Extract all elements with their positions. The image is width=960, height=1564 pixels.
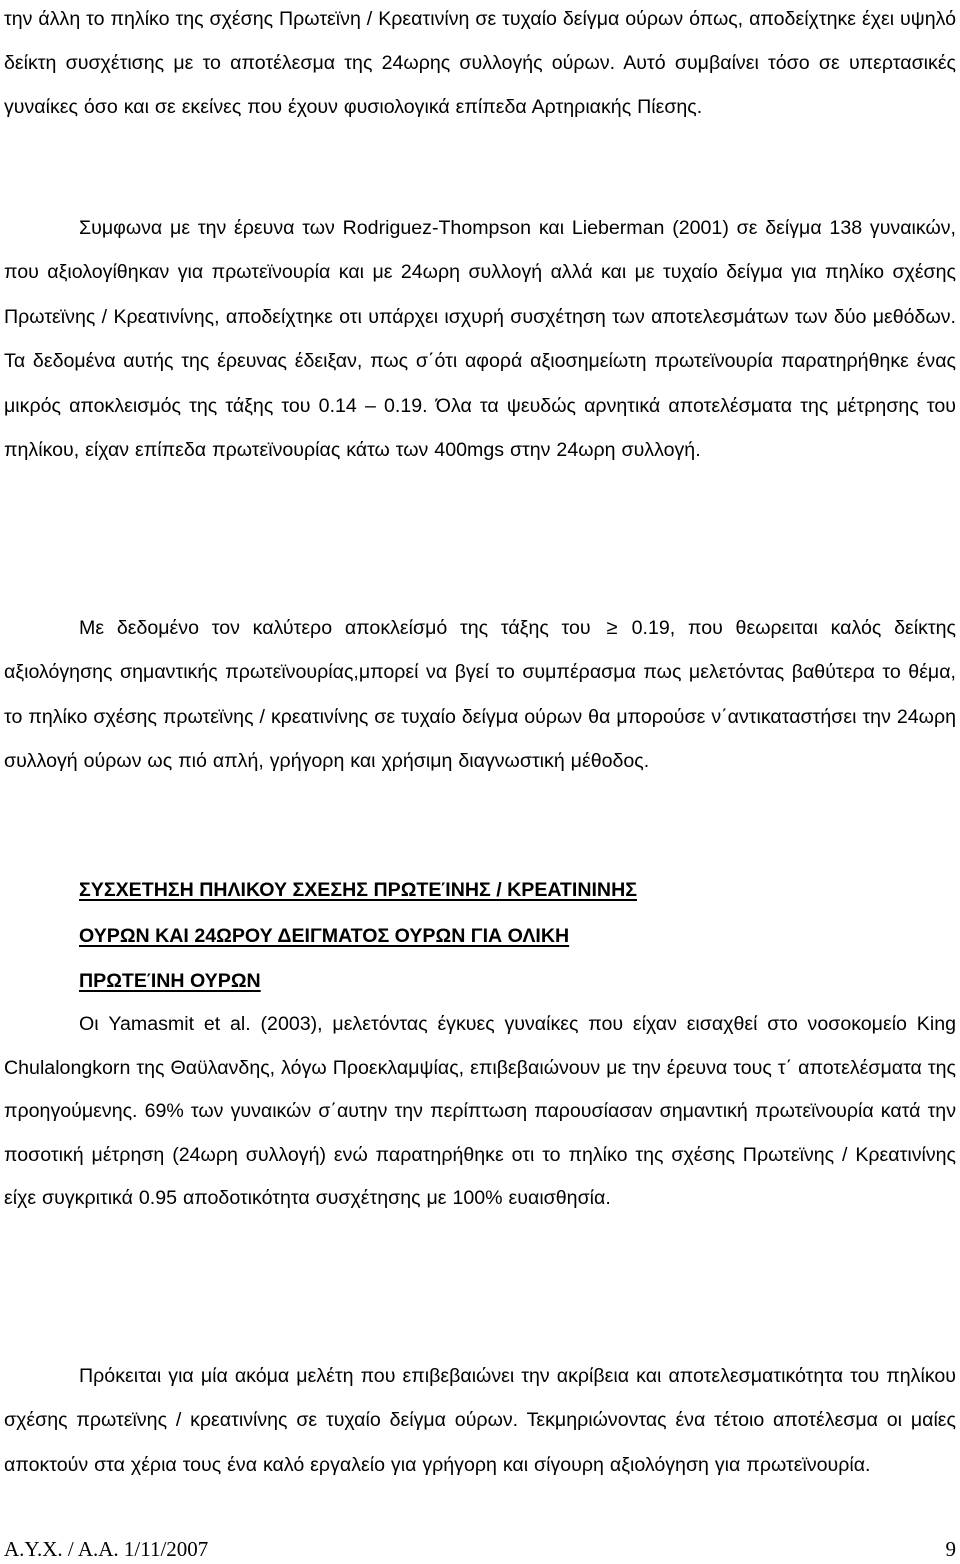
section-heading-line-2: ΟΥΡΩΝ ΚΑΙ 24ΩΡΟΥ ΔΕΙΓΜΑΤΟΣ ΟΥΡΩΝ ΓΙΑ ΟΛΙΚΗ — [79, 924, 570, 947]
section-heading-line-3: ΠΡΩΤΕΊΝΗ ΟΥΡΩΝ — [79, 970, 261, 992]
paragraph-midwives-tool — [4, 1354, 956, 1487]
paragraph-yamasmit-study — [4, 1003, 956, 1221]
section-heading — [79, 868, 939, 1005]
paragraph-rodriguez-study — [4, 206, 956, 472]
paragraph-protein-ratio-intro: την άλλη το πηλίκο της σχέσης Πρωτεϊνη / Κρεατινίνη σε τυχαίο δείγμα ούρων όπως, αποδείχτηκε έχει υψηλό δείκτη συσχέτισης με το αποτέλεσμα της 24ωρης συλλογής ούρων. Αυτό συμβαίνει τόσο σε υπερτασικές γυναίκες όσο και σε εκείνες που έχουν φυσιολογικά επίπεδα Αρτηριακής Πίεσης. — [4, 8, 956, 118]
greater-equal-symbol: ≥ — [606, 617, 618, 639]
page-number: 9 — [945, 1537, 956, 1561]
paragraph-midwives-tool-text: Πρόκειται για μία ακόμα μελέτη που επιβεβαιώνει την ακρίβεια και αποτελεσματικότητα του πηλίκου σχέσης πρωτεϊνης / κρεατινίνης σε τυχαίο δείγμα ούρων. Τεκμηριώνοντας ένα τέτοιο αποτέλεσμα οι μαίες αποκτούν στα χέρια τους ένα καλό εργαλείο για γρήγορη και σίγουρη αξιολόγηση για πρωτεϊνουρία. — [4, 1365, 956, 1476]
paragraph-conclusion-lead: Με δεδομένο τον καλύτερο αποκλείσμό της τάξης του — [79, 617, 591, 639]
paragraph-rodriguez-study-text: Συμφωνα με την έρευνα των Rodriguez-Thompson και Lieberman (2001) σε δείγμα 138 γυναικών, που αξιολογίθηκαν για πρωτεϊνουρία και με 24ωρη συλλογή αλλά και με τυχαίο δείγμα για πηλίκο σχέσης Πρωτεϊνης / Κρεατινίνης, αποδείχτηκε οτι υπάρχει ισχυρή συσχέτηση των αποτελεσμάτων των δύο μεθόδων. Τα δεδομένα αυτής της έρευνας έδειξαν, πως σ΄ότι αφορά αξιοσημείωτη πρωτεϊνουρία παρατηρήθηκε ένας μικρός αποκλεισμός της τάξης του 0.14 – 0.19. Όλα τα ψευδώς αρνητικά αποτελέσματα της μέτρησης του πηλίκου, είχαν επίπεδα πρωτεϊνουρίας κάτω των 400mgs στην 24ωρη συλλογή. — [4, 217, 956, 462]
section-heading-line-1: ΣΥΣΧΕΤΗΣΗ ΠΗΛΙΚΟΥ ΣΧΕΣΗΣ ΠΡΩΤΕΊΝΗΣ / ΚΡΕΑΤΙΝΙΝΗΣ — [79, 879, 637, 901]
footer-institution-date: Α.Υ.Χ. / Α.Α. 1/11/2007 — [4, 1537, 209, 1561]
paragraph-conclusion-rest: 0.19, που θεωρειται καλός δείκτης αξιολόγησης σημαντικής πρωτεϊνουρίας,μπορεί να βγεί το συμπέρασμα πως μελετόντας βαθύτερα το θέμα, το πηλίκο σχέσης πρωτεϊνης / κρεατινίνης σε τυχαίο δείγμα ούρων θα μπορούσε ν΄αντικαταστήσει την 24ωρη συλλογή ούρων ως πιό απλή, γρήγορη και χρήσιμη διαγνωστική μέθοδος. — [4, 617, 956, 773]
paragraph-conclusion — [4, 606, 956, 784]
paragraph-yamasmit-study-text: Οι Yamasmit et al. (2003), μελετόντας έγκυες γυναίκες που είχαν εισαχθεί στο νοσοκομείο King Chulalongkorn της Θαϋλανδης, λόγω Προεκλαμψίας, επιβεβαιώνουν με την έρευνα τους τ΄ αποτελέσματα της προηγούμενης. 69% των γυναικών σ΄αυτην την περίπτωση παρουσίασαν σημαντική πρωτεϊνουρία κατά την ποσοτική μέτρηση (24ωρη συλλογή) ενώ παρατηρήθηκε οτι το πηλίκο της σχέσης Πρωτεϊνης / Κρεατινίνης είχε συγκριτικά 0.95 αποδοτικότητα συσχέτησης με 100% ευαισθησία. — [4, 1013, 956, 1210]
